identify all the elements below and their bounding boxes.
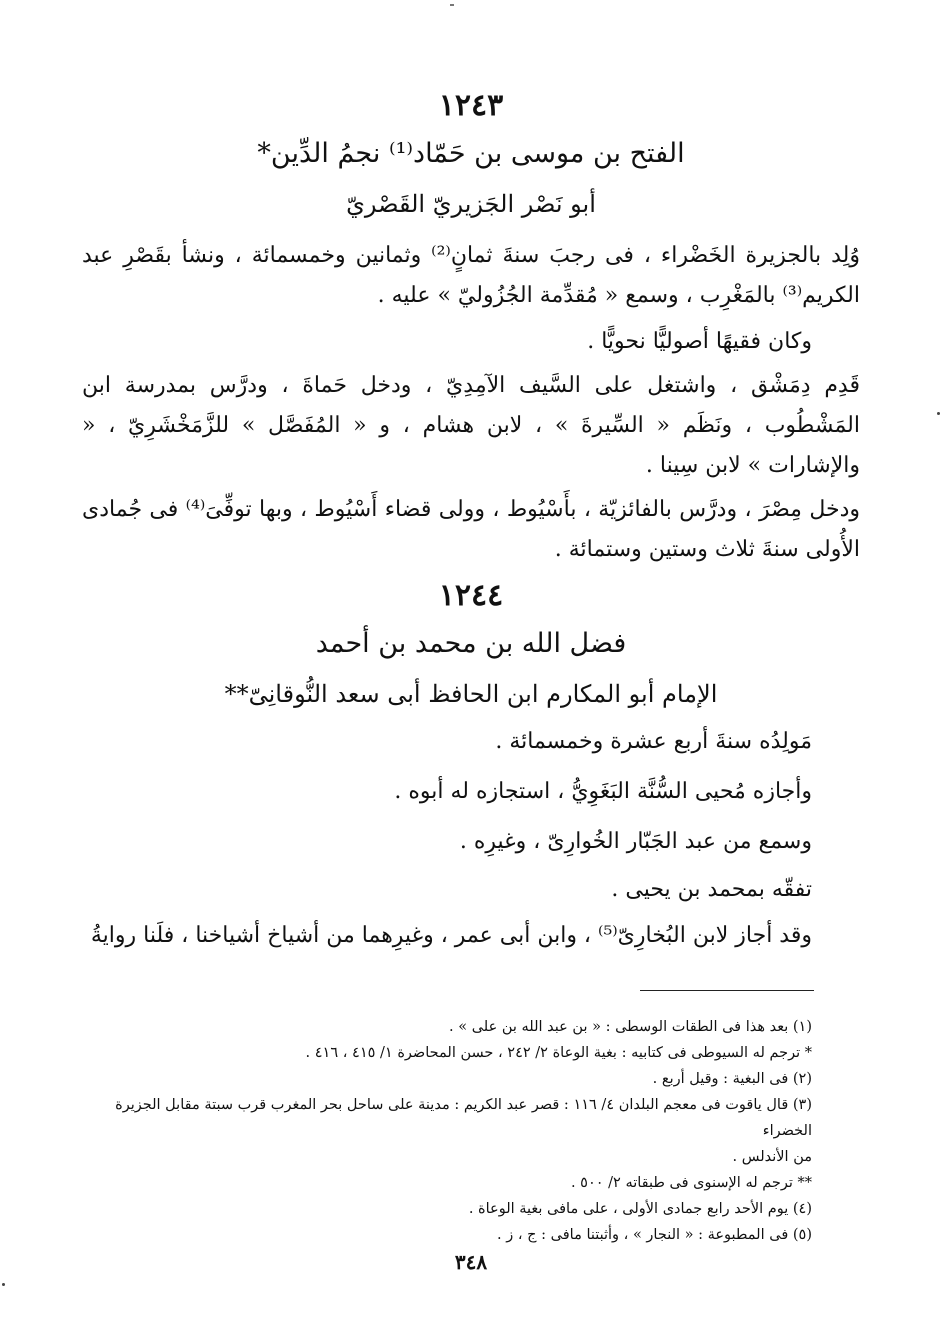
entry-paragraph: قَدِم دِمَشْق ، واشتغل على السَّيف الآمِدِيّ ، ودخل حَماةَ ، ودرَّس بمدرسة ابن المَشْطُوب ، ونَظَم « السِّيرةَ » ، لابن هشام ، و « المُفَصَّل » للزَّمَخْشَرِيّ ، « والإشارات » لابن سِينا . [82, 373, 860, 478]
entry-number: ١٢٤٤ [438, 578, 504, 613]
footnote: * ترجم له السيوطى فى كتابيه : بغية الوعاة ٢/ ٢٤٢ ، حسن المحاضرة ١/ ٤١٥ ، ٤١٦ . [305, 1045, 812, 1061]
entry-paragraph: وقد أجاز لابن البُخارِىّ⁽⁵⁾ ، وابن أبى عمر ، وغيرِهما من أشياخ أشياخنا ، فلَنا روايةُ [90, 923, 812, 948]
entry-name: فضل الله بن محمد بن أحمد [315, 628, 627, 659]
entry-number: ١٢٤٣ [438, 88, 504, 123]
footnote: (٥) فى المطبوعة : « النجار » ، وأثبتنا مافى : ج ، ز . [497, 1227, 812, 1243]
margin-mark [2, 1283, 5, 1286]
top-mark [450, 4, 454, 6]
entry-subtitle: أبو نَصْر الجَزيريّ القَصْريّ [346, 190, 596, 218]
footnote: ** ترجم له الإسنوى فى طبقاته ٢/ ٥٠٠ . [570, 1175, 812, 1191]
footnote-continuation: من الأندلس . [732, 1149, 812, 1165]
entry-paragraph: وُلِد بالجزيرة الخَضْراء ، فى رجبَ سنةَ ثمانٍ⁽²⁾ وثمانين وخمسمائة ، ونشأ بقَصْرِ عبد الكريم⁽³⁾ بالمَغْرِب ، وسمع « مُقدِّمة الجُزُوليّ » عليه . [82, 243, 860, 308]
footnote: (٤) يوم الأحد رابع جمادى الأولى ، على مافى بغية الوعاة . [468, 1201, 812, 1217]
entry-paragraph: وكان فقيهًا أصوليًّا نحويًّا . [587, 329, 812, 354]
entry-name: الفتح بن موسى بن حَمّاد⁽¹⁾ نجمُ الدِّين* [257, 138, 685, 169]
entry-subtitle: الإمام أبو المكارم ابن الحافظ أبى سعد النُّوقانِىّ** [224, 680, 718, 708]
footnote: (٣) قال ياقوت فى معجم البلدان ٤/ ١١٦ : قصر عبد الكريم : مدينة على ساحل بحر المغرب قرب سبتة مقابل الجزيرة الخضراء [115, 1097, 812, 1139]
entry-paragraph: وسمع من عبد الجَبّار الخُوارِىّ ، وغيرِه . [459, 829, 812, 854]
entry-paragraph: وأجازه مُحيى السُّنَّة البَغَوِيُّ ، استجازه له أبوه . [394, 779, 812, 804]
footnotes [90, 1014, 812, 1248]
footnote: (١) بعد هذا فى الطقات الوسطى : « بن عبد الله بن على » . [449, 1019, 812, 1035]
footnote: (٢) فى البغية : وقيل أربع . [652, 1071, 812, 1087]
entry-paragraph: ودخل مِصْرَ ، ودرَّس بالفائزيّة ، بأَسْيُوط ، وولى قضاء أَسْيُوط ، وبها توفِّىَ⁽⁴⁾ فى جُمادى الأُولى سنةَ ثلاث وستين وستمائة . [82, 497, 860, 562]
margin-mark [937, 412, 940, 415]
page-number: ٣٤٨ [454, 1250, 488, 1274]
entry-paragraph: تفقّه بمحمد بن يحيى . [611, 877, 812, 902]
footnote-divider [640, 990, 814, 991]
entry-paragraph: مَولِدُه سنةَ أربع عشرة وخمسمائة . [495, 729, 812, 754]
